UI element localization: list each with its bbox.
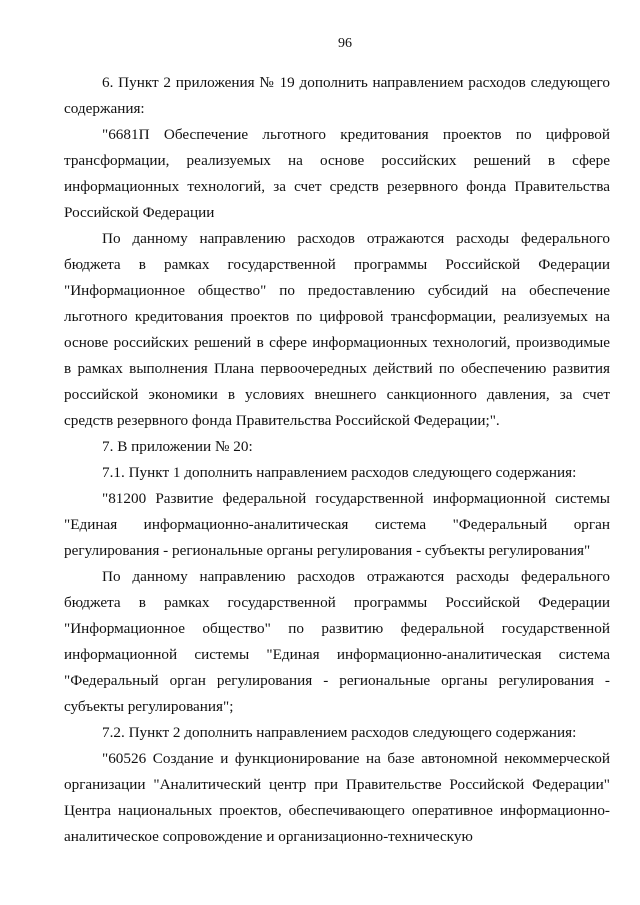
page-number: 96 — [338, 36, 352, 51]
paragraph-code-6681p: "6681П Обеспечение льготного кредитования проектов по цифровой трансформации, реализуемых на основе российских решений в сфере информационных технологий, за счет средств резервного фонда Правительства Российской Федерации — [64, 126, 610, 221]
paragraph-description-6681p: По данному направлению расходов отражаются расходы федерального бюджета в рамках государственной программы Российской Федерации "Информационное общество" по предоставлению субсидий на обеспечение льготного кредитования проектов по цифровой трансформации, реализуемых на основе российских решений в сфере информационных технологий, производимые в рамках выполнения Плана первоочередных действий по обеспечению развития российской экономики в условиях внешнего санкционного давления, за счет средств резервного фонда Правительства Российской Федерации;". — [64, 230, 610, 429]
paragraph-item-6: 6. Пункт 2 приложения № 19 дополнить направлением расходов следующего содержания: — [64, 74, 610, 117]
paragraph-item-7-2: 7.2. Пункт 2 дополнить направлением расходов следующего содержания: — [102, 724, 577, 741]
paragraph-code-60526: "60526 Создание и функционирование на базе автономной некоммерческой организации "Аналитический центр при Правительстве Российской Федерации" Центра национальных проектов, обеспечивающего оперативное информационно-аналитическое сопровождение и организационно-техническую — [64, 750, 610, 845]
paragraph-description-81200: По данному направлению расходов отражаются расходы федерального бюджета в рамках государственной программы Российской Федерации "Информационное общество" по развитию федеральной государственной информационной системы "Единая информационно-аналитическая система "Федеральный орган регулирования - региональные органы регулирования - субъекты регулирования"; — [64, 568, 610, 715]
paragraph-code-81200: "81200 Развитие федеральной государственной информационной системы "Единая информационно-аналитическая система "Федеральный орган регулирования - региональные органы регулирования - субъекты регулирования" — [64, 490, 610, 559]
paragraph-item-7: 7. В приложении № 20: — [102, 438, 253, 455]
paragraph-item-7-1: 7.1. Пункт 1 дополнить направлением расходов следующего содержания: — [102, 464, 577, 481]
